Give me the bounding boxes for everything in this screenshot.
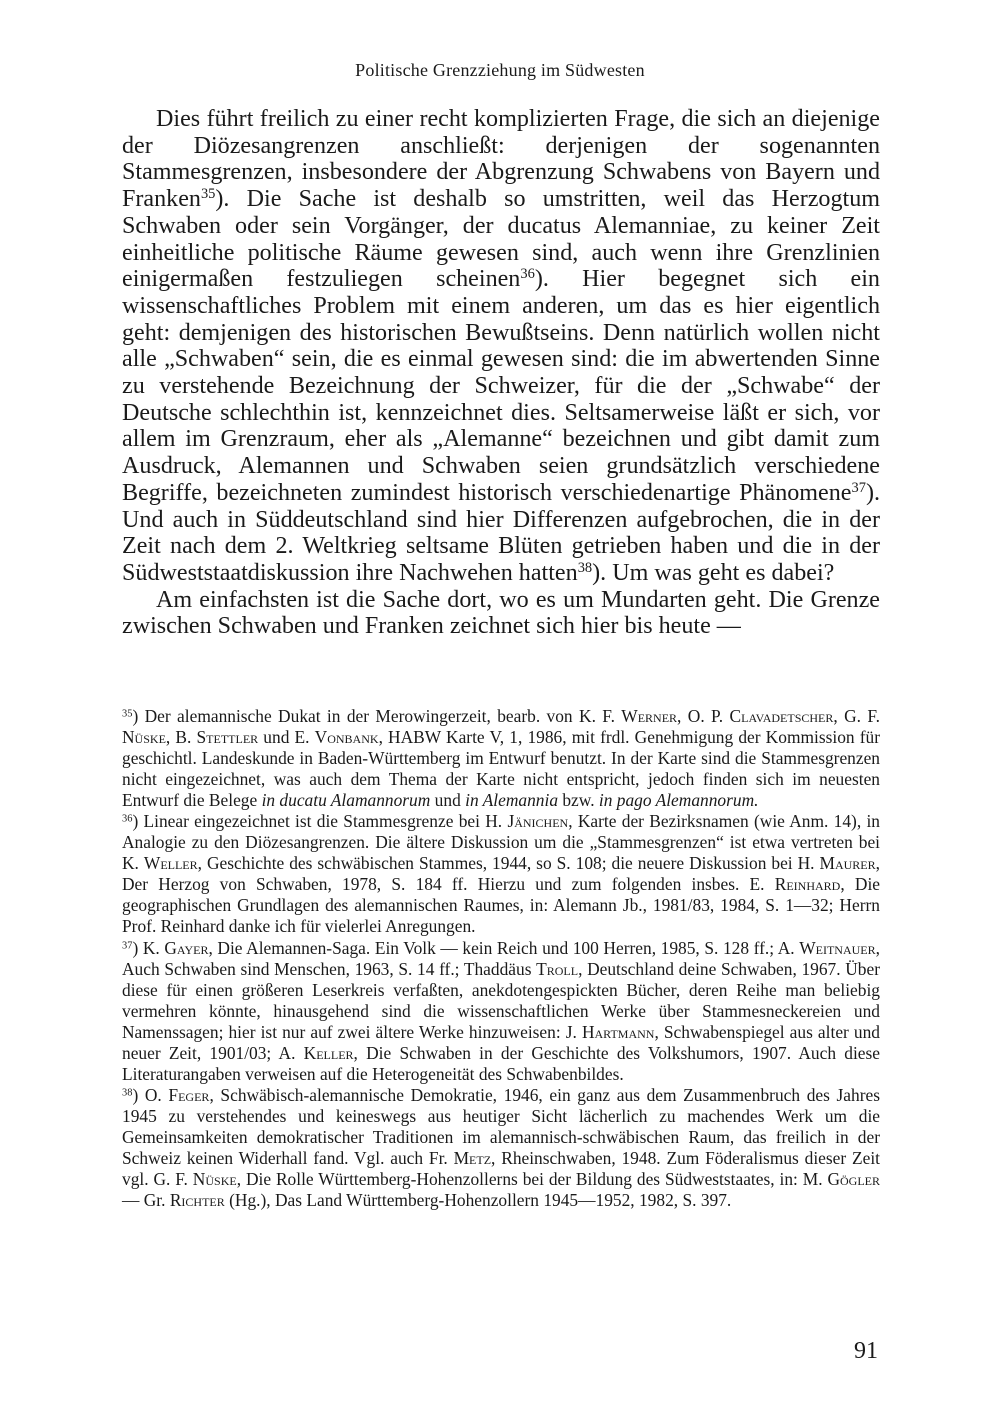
latin-quote: in pago Alemannorum.: [598, 790, 759, 811]
text-run: , Geschichte des schwäbischen Stammes, 1944, so S. 108; die neuere Diskussion bei H.: [197, 853, 820, 874]
text-run: ) O.: [132, 1084, 169, 1105]
text-run: , Deutschland deine Schwaben, 1967. Über diese für einen größeren Leserkreis verfaßten, anekdotengespickten Bücher, deren Reihe man beliebig vermehren könnte, hinausgehend sind die wissenschaftlichen Werke über Stammesneckereien und Namenssagen; hier ist nur auf zwei ältere Werke hinzuweisen: J.: [122, 958, 880, 1042]
text-run: , Schwabenspiegel aus alter und neuer Zeit, 1901/03; A.: [122, 1021, 880, 1063]
author-name: Metz: [453, 1147, 492, 1168]
text-run: und: [430, 790, 466, 811]
text-run: ). Um was geht es dabei?: [592, 559, 835, 586]
main-text: [122, 106, 880, 640]
author-name: Feger: [168, 1084, 210, 1105]
text-run: ) K.: [132, 937, 165, 958]
text-run: ). Und auch in Süddeutschland sind hier Differenzen aufgebrochen, die in der Zeit nach dem 2. Weltkrieg seltsame Blüten getrieben haben und die in der Südweststaatdiskussion ihre Nachwehen hatten: [122, 479, 880, 586]
footnote-marker: 38: [122, 1087, 133, 1099]
footnote-ref-35: 35: [200, 186, 216, 203]
text-run: , HABW Karte V, 1, 1986, mit frdl. Genehmigung der Kommission für geschichtl. Landeskunde in Baden-Württemberg im Entwurf benutzt. In der Karte sind die Stammesgrenzen nicht eingezeichnet, was auch dem Thema der Karte nicht entspricht, jedoch finden sich im neuesten Entwurf die Belege: [122, 727, 881, 811]
paragraph-2: Am einfachsten ist die Sache dort, wo es um Mundarten geht. Die Grenze zwischen Schwaben und Franken zeichnet sich hier bis heute —: [122, 586, 880, 640]
latin-quote: in ducatu Alamannorum: [261, 790, 431, 811]
text-run: (Hg.), Das Land Württemberg-Hohenzollern 1945—1952, 1982, S. 397.: [224, 1190, 732, 1211]
author-name: Hartmann: [581, 1021, 655, 1042]
text-run: ) Der alemannische Dukat in der Merowingerzeit, bearb. von K. F.: [132, 706, 622, 726]
text-run: , Die Alemannen-Saga. Ein Volk — kein Reich und 100 Herren, 1985, S. 128 ff.; A.: [208, 937, 800, 958]
footnote-marker: 35: [122, 708, 133, 720]
author-name: Clavadetscher: [729, 706, 834, 726]
text-run: , Rheinschwaben, 1948. Zum Föderalismus dieser Zeit vgl. G. F.: [122, 1147, 880, 1190]
text-run: , Schwäbisch-alemannische Demokratie, 1946, ein ganz aus dem Zusammenbruch des Jahres 1945 zu verstehendes und keineswegs aus heutiger Sicht lächerlich zu machendes Werk um die Gemeinsamkeiten demokratischer Traditionen im alemannisch-schwäbischen Raum, das freilich in der Schweiz keinen Widerhall fand. Vgl. auch Fr.: [122, 1084, 880, 1168]
footnote-ref-36: 36: [520, 266, 535, 283]
author-name: Gayer: [164, 937, 209, 958]
author-name: Troll: [536, 958, 579, 979]
footnotes: [122, 706, 880, 1211]
author-name: Maurer: [819, 853, 876, 874]
text-run: , Karte der Bezirksnamen (wie Anm. 14), in Analogie zu den Diözesangrenzen. Die ältere Diskussion um die „Stammesgrenzen“ ist etwa vertreten bei K.: [122, 811, 880, 874]
footnote-37: [122, 938, 880, 1085]
text-run: , G. F.: [833, 706, 881, 726]
text-run: Dies führt freilich zu einer recht komplizierten Frage, die sich an diejenige der Diözesangrenzen anschließt: derjenigen der sogenannten Stammesgrenzen, insbesondere der Abgrenzung Schwabens von Bayern und Franken: [122, 106, 880, 213]
author-name: Jänichen: [507, 811, 569, 832]
text-run: ). Hier begegnet sich ein wissenschaftliches Problem mit einem anderen, um das es hier eigentlich geht: demjenigen des historischen Bewußtseins. Denn natürlich wollen nicht alle „Schwaben“ sein, die es einmal gewesen sind: die im abwertenden Sinne zu verstehende Bezeichnung der Schweizer, für die der „Schwabe“ der Deutsche schlechthin ist, kennzeichnet dies. Seltsamerweise läßt er sich, vor allem im Grenzraum, eher als „Alemanne“ bezeichnen und gibt damit zum Ausdruck, Alemannen und Schwaben seien grundsätzlich verschiedene Begriffe, bezeichneten zumindest historisch verschiedenartige Phänomene: [122, 266, 880, 506]
author-name: Stettler: [196, 727, 259, 748]
author-name: Richter: [169, 1190, 225, 1211]
author-name: Gögler: [827, 1169, 881, 1190]
text-run: ). Die Sache ist deshalb so umstritten, weil das Herzogtum Schwaben oder sein Vorgänger, der ducatus Alemanniae, zu keiner Zeit einheitliche politische Räume gewesen sind, auch wenn ihre Grenzlinien einigermaßen festzuliegen scheinen: [122, 186, 880, 293]
text-run: , O. P.: [677, 706, 730, 726]
footnote-36: [122, 811, 880, 937]
author-name: Vonbank: [314, 727, 379, 748]
running-head: Politische Grenzziehung im Südwesten: [355, 60, 645, 80]
text-run: , Die Schwaben in der Geschichte des Volkshumors, 1907. Auch diese Literaturangaben verweisen auf die Heterogeneität des Schwabenbildes.: [122, 1042, 880, 1084]
text-run: ) Linear eingezeichnet ist die Stammesgrenze bei H.: [132, 811, 508, 832]
footnote-ref-37: 37: [851, 479, 866, 496]
text-run: , Die Rolle Württemberg-Hohenzollerns bei der Bildung des Südweststaates, in: M.: [236, 1169, 828, 1190]
author-name: Nüske: [122, 727, 166, 748]
footnote-35: [122, 706, 880, 811]
text-run: und E.: [258, 727, 315, 748]
footnote-ref-38: 38: [577, 560, 593, 577]
text-run: , Der Herzog von Schwaben, 1978, S. 184 ff. Hierzu und zum folgenden insbes. E.: [122, 853, 880, 895]
page-number: 91: [854, 1338, 878, 1364]
author-name: Nüske: [192, 1169, 237, 1190]
text-run: — Gr.: [122, 1190, 170, 1211]
text-run: bzw.: [558, 790, 599, 811]
footnote-marker: 37: [122, 939, 133, 951]
author-name: Reinhard: [774, 874, 841, 895]
author-name: Werner: [621, 706, 678, 726]
author-name: Weitnauer: [799, 937, 876, 958]
text-run: , Die geographischen Grundlagen des alemannischen Raumes, in: Alemann Jb., 1981/83, 1984, S. 1—32; Herrn Prof. Reinhard danke ich für vielerlei Anregungen.: [122, 874, 881, 937]
text-run: , Auch Schwaben sind Menschen, 1963, S. 14 ff.; Thaddäus: [122, 937, 880, 979]
text-run: , B.: [165, 727, 197, 748]
latin-quote: in Alemannia: [465, 790, 559, 811]
author-name: Keller: [303, 1042, 354, 1063]
footnote-38: [122, 1085, 880, 1211]
footnote-marker: 36: [122, 813, 133, 825]
paragraph-1: [122, 106, 880, 587]
author-name: Weller: [143, 853, 198, 874]
